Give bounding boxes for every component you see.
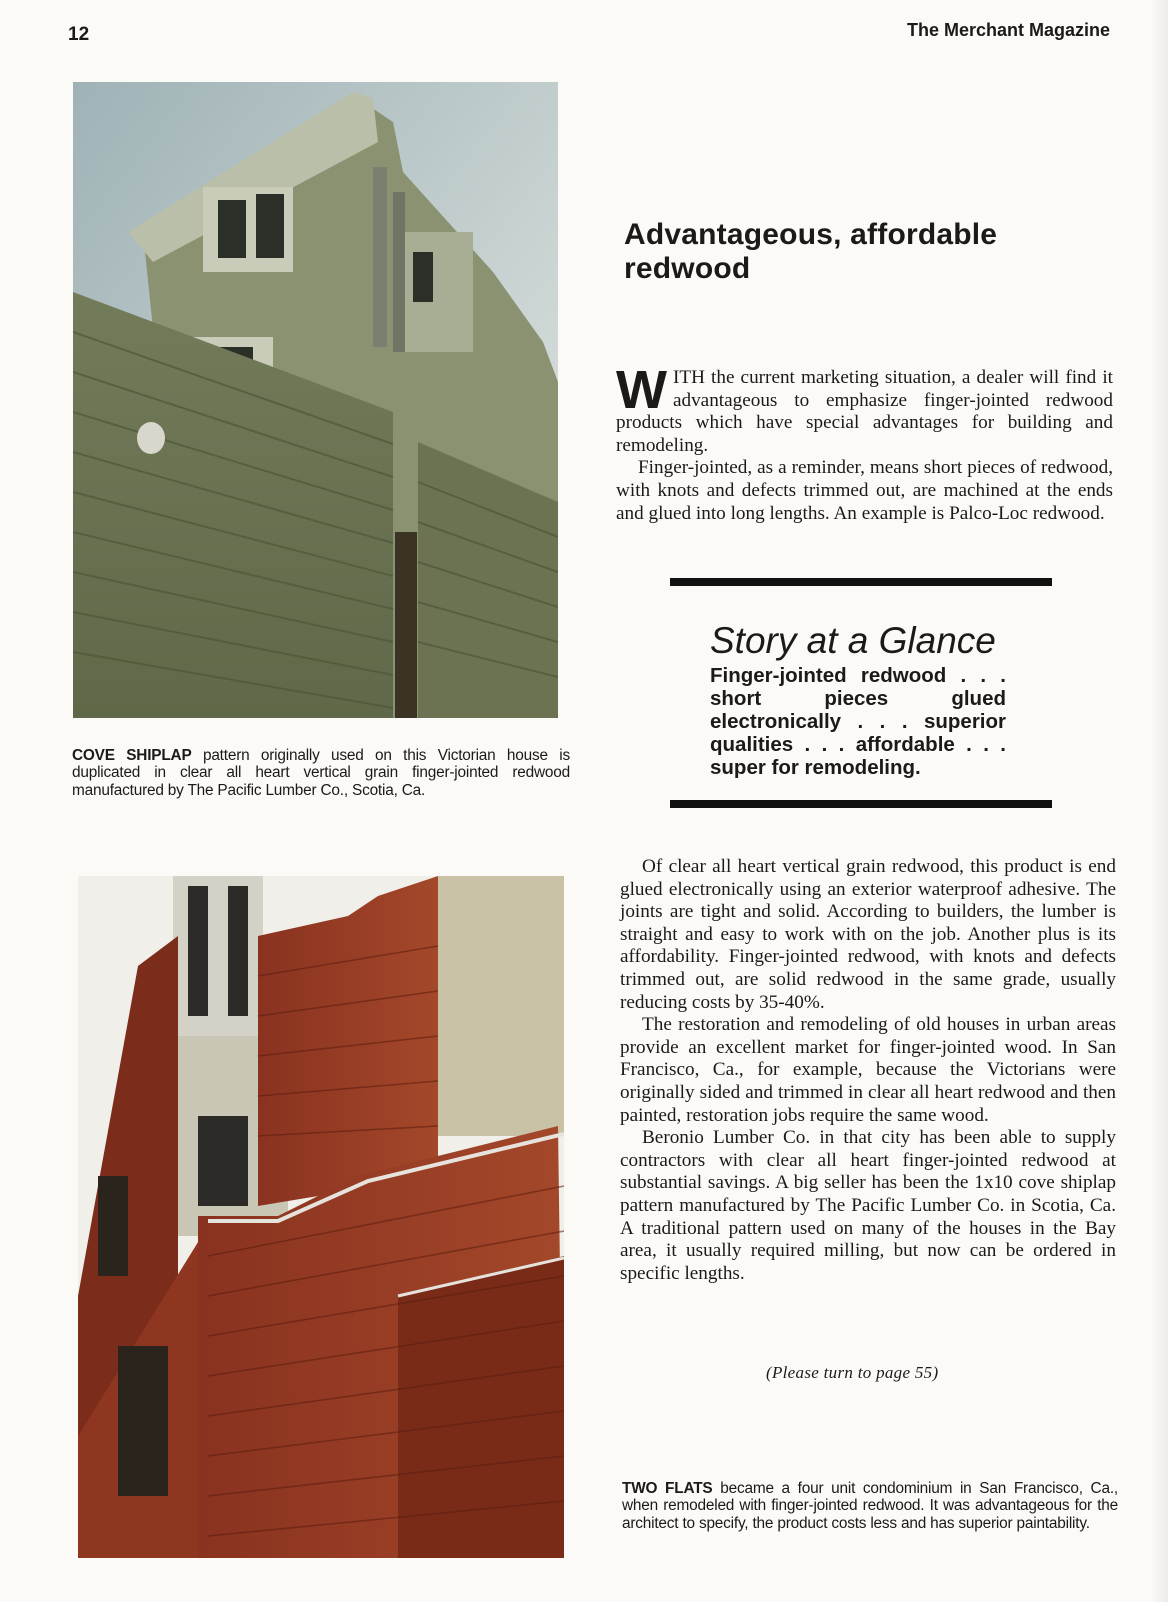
body-text [620,856,1116,1285]
victorian-house-photo [73,82,558,718]
drop-cap: W [616,360,667,420]
page-number: 12 [68,24,90,45]
caption-top-lead: COVE SHIPLAP [72,747,192,764]
glance-body: Finger-jointed redwood . . . short pieces glued electronically . . . superior qualities . . . affordable . . . super for remodeling. [710,664,1006,779]
page-edge-shadow [1150,0,1168,1602]
intro-paragraph-1: ITH the current marketing situation, a dealer will find it advantageous to emphasize finger-jointed redwood products which have special advantages for building and remodeling. [616,367,1113,456]
magazine-name: The Merchant Magazine [906,20,1110,40]
redwood-flats-photo [78,876,564,1558]
caption-bottom [622,1480,1118,1532]
body-paragraph-2: The restoration and remodeling of old houses in urban areas provide an excellent market for finger-jointed wood. In San Francisco, Ca., for example, because the Victorians were originally sided and trimmed in clear all heart redwood and then painted, restoration jobs require the same wood. [620,1014,1116,1126]
caption-top [72,747,570,799]
body-paragraph-1: Of clear all heart vertical grain redwood, this product is end glued electronically using an exterior waterproof adhesive. The joints are tight and solid. According to builders, the lumber is straight and easy to work with on the job. Another plus is its affordability. Finger-jointed redwood, with knots and defects trimmed out, are solid redwood in the same grade, usually reducing costs by 35-40%. [620,856,1116,1013]
intro-paragraph-2: Finger-jointed, as a reminder, means short pieces of redwood, with knots and defects trimmed out, are machined at the ends and glued into long lengths. An example is Palco-Loc redwood. [616,457,1113,524]
body-paragraph-3: Beronio Lumber Co. in that city has been able to supply contractors with clear all heart finger-jointed redwood at substantial savings. A big seller has been the 1x10 cove shiplap pattern manufactured by The Pacific Lumber Co. in Scotia, Ca. A traditional pattern used on many of the houses in the Bay area, it usually required milling, but now can be ordered in specific lengths. [620,1127,1116,1284]
caption-bottom-text: became a four unit condominium in San Francisco, Ca., when remodeled with finger-jointed redwood. It was advantageous for the architect to specify, the product costs less and has superior paintability. [622,1480,1118,1532]
intro-text [616,360,1113,525]
glance-title: Story at a Glance [710,620,996,661]
caption-bottom-lead: TWO FLATS [622,1480,713,1497]
glance-rule-top [670,578,1052,586]
glance-rule-bottom [670,800,1052,808]
caption-top-text: pattern originally used on this Victorian house is duplicated in clear all heart vertical grain finger-jointed redwood manufactured by The Pacific Lumber Co., Scotia, Ca. [72,747,570,799]
headline: Advantageous, affordable redwood [624,218,998,285]
continued-note: (Please turn to page 55) [766,1363,939,1382]
